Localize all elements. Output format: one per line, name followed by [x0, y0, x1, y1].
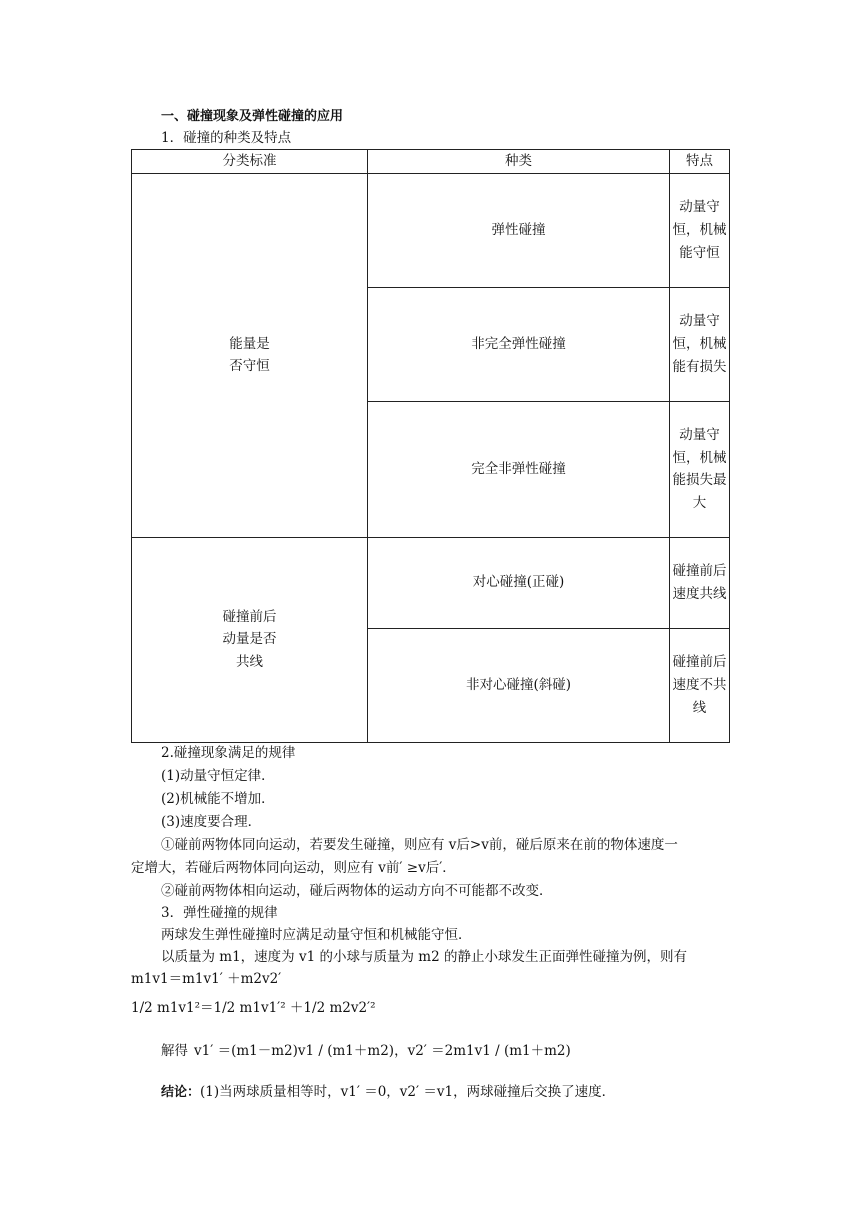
rule-point-2: ②碰前两物体相向运动，碰后两物体的运动方向不可能都不改变． — [161, 883, 553, 899]
separator: ， — [394, 1043, 408, 1059]
solution-prefix: 解得 — [161, 1043, 188, 1059]
feature-cell: 碰撞前后速度共线 — [670, 537, 730, 628]
rule-point-1-line-1: ①碰前两物体同向运动，若要发生碰撞，则应有 v后>v前，碰后原来在前的物体速度一 — [161, 837, 678, 853]
section-heading: 一、碰撞现象及弹性碰撞的应用 — [161, 109, 344, 124]
rule-item: (2)机械能不增加． — [161, 791, 275, 807]
header-feature: 特点 — [670, 150, 730, 174]
solution-equation — [161, 1039, 571, 1059]
collision-types-table — [131, 149, 730, 743]
elastic-line-1: 两球发生弹性碰撞时应满足动量守恒和机械能守恒． — [161, 927, 472, 943]
table-header-row — [132, 150, 730, 174]
energy-equation: 1/2 m1v1²＝1/2 m1v1′² ＋1/2 m2v2′² — [131, 1000, 376, 1016]
criterion-energy-text: 能量是否守恒 — [229, 335, 270, 375]
type-cell: 完全非弹性碰撞 — [368, 401, 670, 537]
header-type: 种类 — [368, 150, 670, 174]
feature-cell: 动量守恒，机械能有损失 — [670, 287, 730, 401]
momentum-equation: m1v1＝m1v1′ ＋m2v2′ — [131, 971, 282, 987]
type-cell: 弹性碰撞 — [368, 173, 670, 287]
rule-item: (1)动量守恒定律． — [161, 768, 275, 784]
rule-item: (3)速度要合理． — [161, 814, 262, 830]
type-cell: 非对心碰撞(斜碰) — [368, 628, 670, 742]
type-cell: 非完全弹性碰撞 — [368, 287, 670, 401]
table-row — [132, 173, 730, 287]
feature-cell: 动量守恒，机械能守恒 — [670, 173, 730, 287]
feature-cell: 碰撞前后速度不共线 — [670, 628, 730, 742]
type-cell: 对心碰撞(正碰) — [368, 537, 670, 628]
header-criterion: 分类标准 — [132, 150, 368, 174]
subsection-title-types: 1．碰撞的种类及特点 — [161, 130, 292, 146]
solution-v1: v1′ ＝(m1－m2)v1 / (m1＋m2) — [194, 1043, 395, 1059]
criterion-direction-text: 碰撞前后动量是否共线 — [222, 608, 277, 671]
conclusion-line — [161, 1082, 615, 1103]
conclusion-label: 结论： — [161, 1085, 201, 1100]
rule-point-1-line-2: 定增大，若碰后两物体同向运动，则应有 v前′ ≥v后′． — [131, 860, 456, 876]
table-row — [132, 537, 730, 628]
solution-v2: v2′ ＝2m1v1 / (m1＋m2) — [407, 1043, 571, 1059]
subsection-title-elastic: 3．弹性碰撞的规律 — [161, 905, 278, 921]
criterion-direction — [132, 537, 368, 742]
subsection-title-rules: 2.碰撞现象满足的规律 — [161, 745, 296, 761]
feature-cell: 动量守恒，机械能损失最大 — [670, 401, 730, 537]
criterion-energy — [132, 173, 368, 537]
conclusion-text: (1)当两球质量相等时，v1′ ＝0，v2′ ＝v1，两球碰撞后交换了速度． — [200, 1084, 616, 1100]
elastic-line-2: 以质量为 m1，速度为 v1 的小球与质量为 m2 的静止小球发生正面弹性碰撞为例，则有 — [161, 949, 687, 965]
